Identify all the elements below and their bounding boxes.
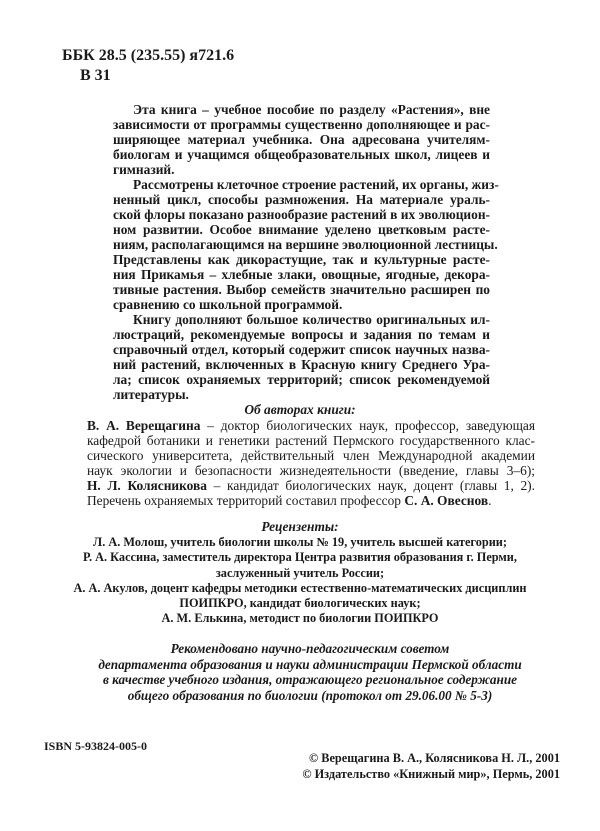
recommendation-line: Рекомендовано научно-педагогическим советом: [170, 641, 450, 656]
text-line: тивные растения. Выбор семейств значительно расширен по: [113, 282, 490, 297]
authors-heading: Об авторах книги:: [244, 402, 356, 417]
text-line: сравнению со школьной программой.: [113, 297, 343, 312]
text-line: справочный отдел, который содержит список научных назва-: [113, 342, 490, 357]
authors-info: [87, 418, 535, 508]
author-desc: – доктор биологических наук, профессор, заведующая: [200, 418, 535, 433]
author-name: Н. Л. Колясникова: [87, 478, 207, 493]
text-line: биологам и учащимся общеобразовательных школ, лицеев и: [113, 147, 490, 162]
author-desc: – кандидат биологических наук, доцент (главы 1, 2).: [206, 478, 535, 493]
reviewers-list: [60, 535, 540, 627]
copyright-line: © Издательство «Книжный мир», Пермь, 2001: [302, 767, 560, 781]
text-line: Книгу дополняют большое количество оригинальных ил-: [133, 312, 490, 327]
text-line: ской флоры показано разнообразие растений в их эволюцион-: [113, 207, 490, 222]
bbk-classification: [62, 46, 234, 86]
text-line: ния Прикамья – хлебные злаки, овощные, ягодные, декора-: [113, 267, 490, 282]
text-line: ла; список охраняемых территорий; список рекомендуемой: [113, 372, 490, 387]
paragraph: [113, 177, 499, 312]
note-text: Перечень охраняемых территорий составил профессор: [87, 493, 405, 508]
recommendation-line: департамента образования и науки администрации Пермской области: [98, 656, 522, 672]
copyright-line: © Верещагина В. А., Колясникова Н. Л., 2001: [309, 751, 560, 765]
recommendation: [60, 641, 560, 703]
author-desc: сического университета, действительный член Международной академии: [87, 448, 535, 463]
recommendation-line: в качестве учебного издания, отражающего региональное содержание: [102, 672, 518, 687]
copyright: [298, 750, 560, 782]
reviewer-line: Р. А. Кассина, заместитель директора Центра развития образования г. Перми,: [83, 550, 517, 565]
author-desc: наук экологии и безопасности жизнедеятельности (введение, главы 3–6);: [87, 463, 535, 478]
text-line: Эта книга – учебное пособие по разделу «Растения», вне: [133, 102, 490, 117]
text-line: ном развитии. Особое внимание уделено цветковым расте-: [113, 222, 490, 237]
text-line: гимназий.: [113, 162, 175, 177]
author-mark: В 31: [80, 67, 111, 84]
text-line: зависимости от программы существенно дополняющее и рас-: [113, 117, 490, 132]
bbk-code: ББК 28.5 (235.55) я721.6: [62, 47, 235, 64]
isbn: ISBN 5-93824-005-0: [44, 739, 148, 753]
note-name: С. А. Овеснов: [404, 493, 489, 508]
paragraph: [113, 312, 490, 402]
text-line: Рассмотрены клеточное строение растений, их органы, жиз-: [133, 177, 499, 192]
reviewer-line: заслуженный учитель России;: [215, 565, 385, 580]
reviewers-heading: Рецензенты:: [261, 519, 339, 534]
text-line: ний растений, включенных в Красную книгу Среднего Ура-: [113, 357, 490, 372]
reviewer-line: Л. А. Молош, учитель биологии школы № 19, учитель высшей категории;: [93, 535, 507, 549]
paragraph: [113, 102, 490, 177]
text-line: люстраций, рекомендуемые вопросы и задания по темам и: [113, 327, 490, 342]
text-line: литературы.: [113, 387, 189, 402]
reviewer-line: ПОИПКРО, кандидат биологических наук;: [179, 596, 421, 611]
author-desc: кафедрой ботаники и генетики растений Пермского государственного клас-: [87, 433, 535, 448]
recommendation-line: общего образования по биологии (протокол от 29.06.00 № 5-3): [127, 687, 493, 703]
text-line: ширяющее материал учебника. Она адресована учителям-: [113, 132, 490, 147]
annotation-text: [113, 102, 499, 402]
text-line: ниям, располагающимся на вершине эволюционной лестницы.: [113, 237, 498, 252]
author-name: В. А. Верещагина: [87, 418, 201, 433]
text-line: ненный цикл, способы размножения. На материале ураль-: [113, 192, 490, 207]
reviewer-line: А. М. Елькина, методист по биологии ПОИПКРО: [161, 611, 439, 626]
note-end: .: [488, 493, 492, 508]
text-line: Представлены как дикорастущие, так и культурные расте-: [113, 252, 490, 267]
reviewer-line: А. А. Акулов, доцент кафедры методики естественно-математических дисциплин: [73, 580, 527, 595]
